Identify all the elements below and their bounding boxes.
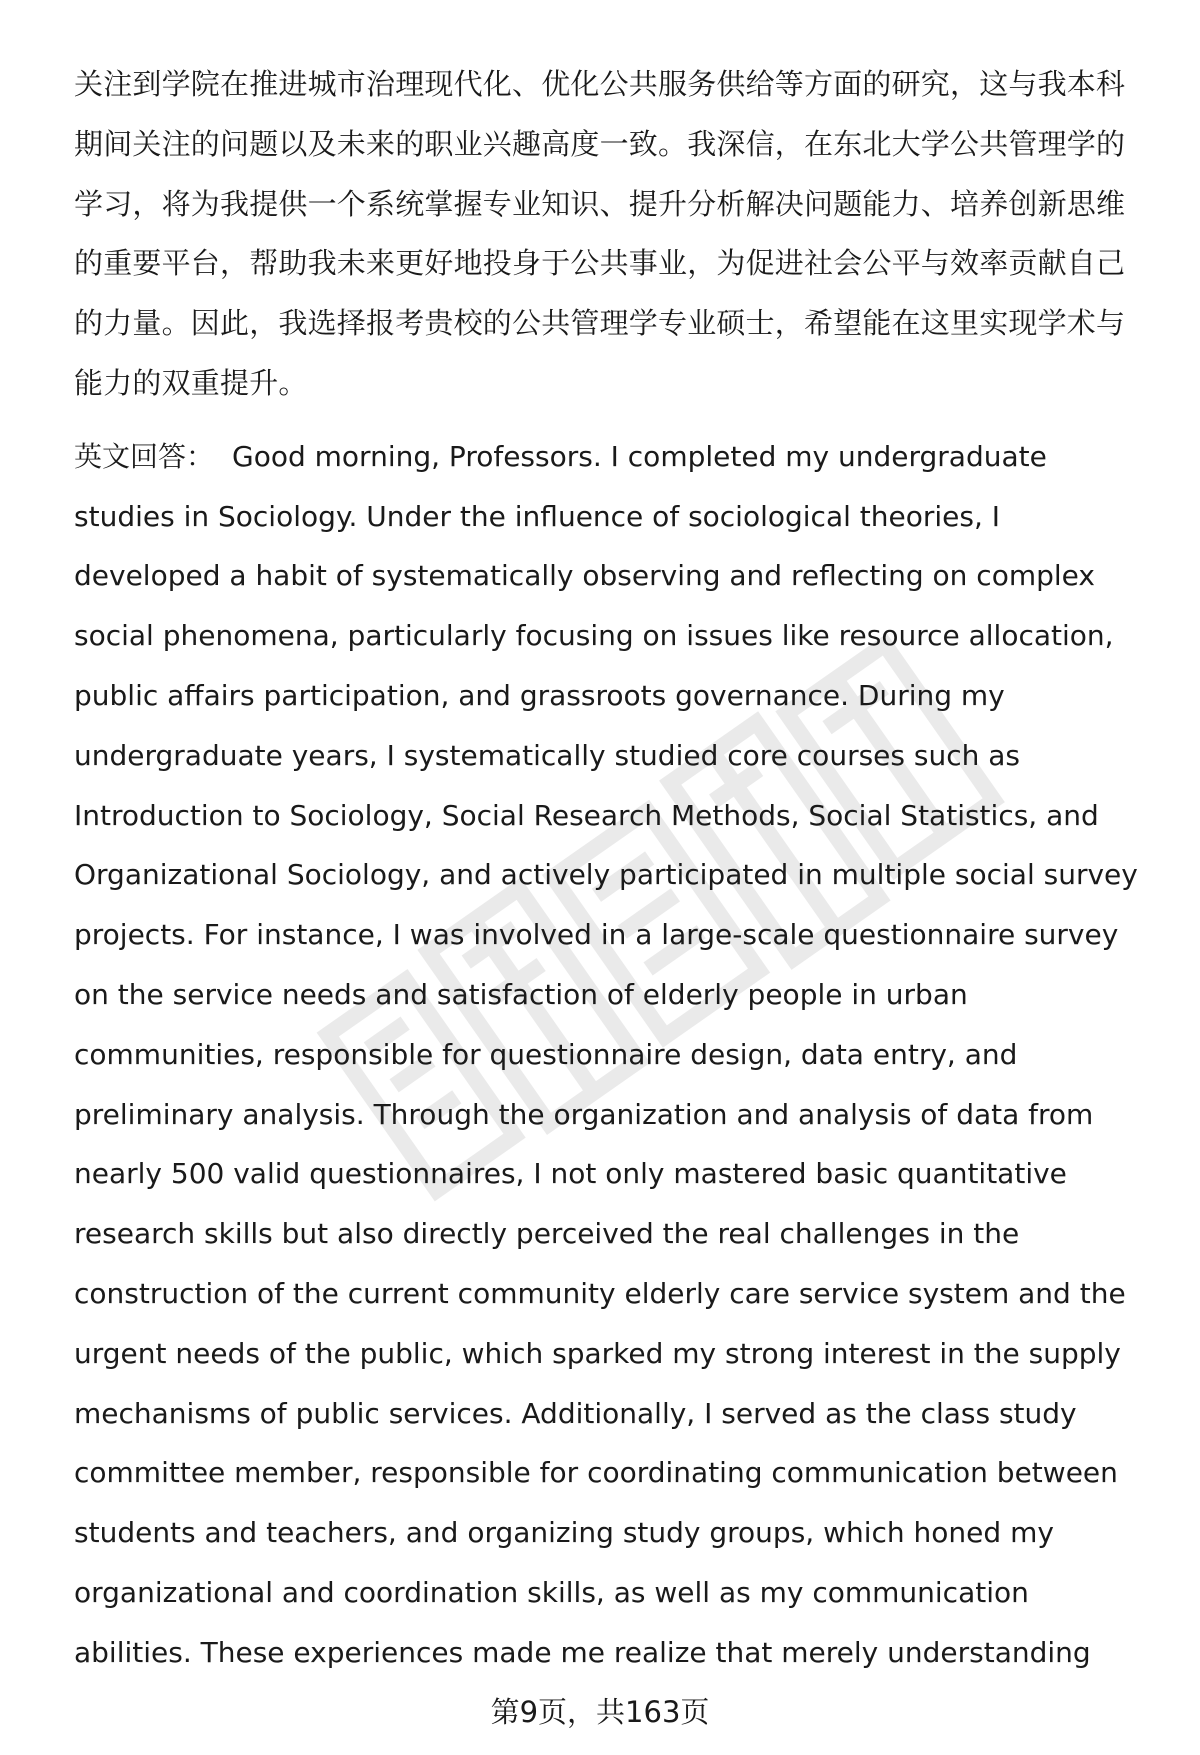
english-answer-text: Good morning, Professors. I completed my undergraduate studies in Sociology. Under the influence of sociological theories, I developed a habit of systematically observing and reflecting on complex social phenomena, particularly focusing on issues like resource allocation, public affairs participation, and grassroots governance. During my undergraduate years, I systematically studied core courses such as Introduction to Sociology, Social Research Methods, Social Statistics, and Organizational Sociology, and actively participated in multiple social survey projects. For instance, I was involved in a large-scale questionnaire survey on the service needs and satisfaction of elderly people in urban communities, responsible for questionnaire design, data entry, and preliminary analysis. Through the organization and analysis of data from nearly 500 valid questionnaires, I not only mastered basic quantitative research skills but also directly perceived the real challenges in the construction of the current community elderly care service system and the urgent needs of the public, which sparked my strong interest in the supply mechanisms of public services. Additionally, I served as the class study committee member, responsible for coordinating communication between students and teachers, and organizing study groups, which honed my organizational and coordination skills, as well as my communication abilities. These experiences made me realize that merely understanding — [74, 439, 1138, 1669]
chinese-answer-text: 关注到学院在推进城市治理现代化、优化公共服务供给等方面的研究，这与我本科期间关注的问题以及未来的职业兴趣高度一致。我深信，在东北大学公共管理学的学习，将为我提供一个系统掌握专业知识、提升分析解决问题能力、培养创新思维的重要平台，帮助我未来更好地投身于公共事业，为促进社会公平与效率贡献自己的力量。因此，我选择报考贵校的公共管理学专业硕士，希望能在这里实现学术与能力的双重提升。 — [74, 67, 1126, 400]
english-answer-label: 英文回答： — [74, 439, 215, 473]
chinese-answer-paragraph — [74, 55, 1154, 414]
page-number: 第9页，共163页 — [490, 1695, 710, 1729]
page-footer — [0, 1694, 1200, 1730]
english-answer-paragraph — [74, 427, 1154, 1683]
document-body — [74, 55, 1154, 1683]
